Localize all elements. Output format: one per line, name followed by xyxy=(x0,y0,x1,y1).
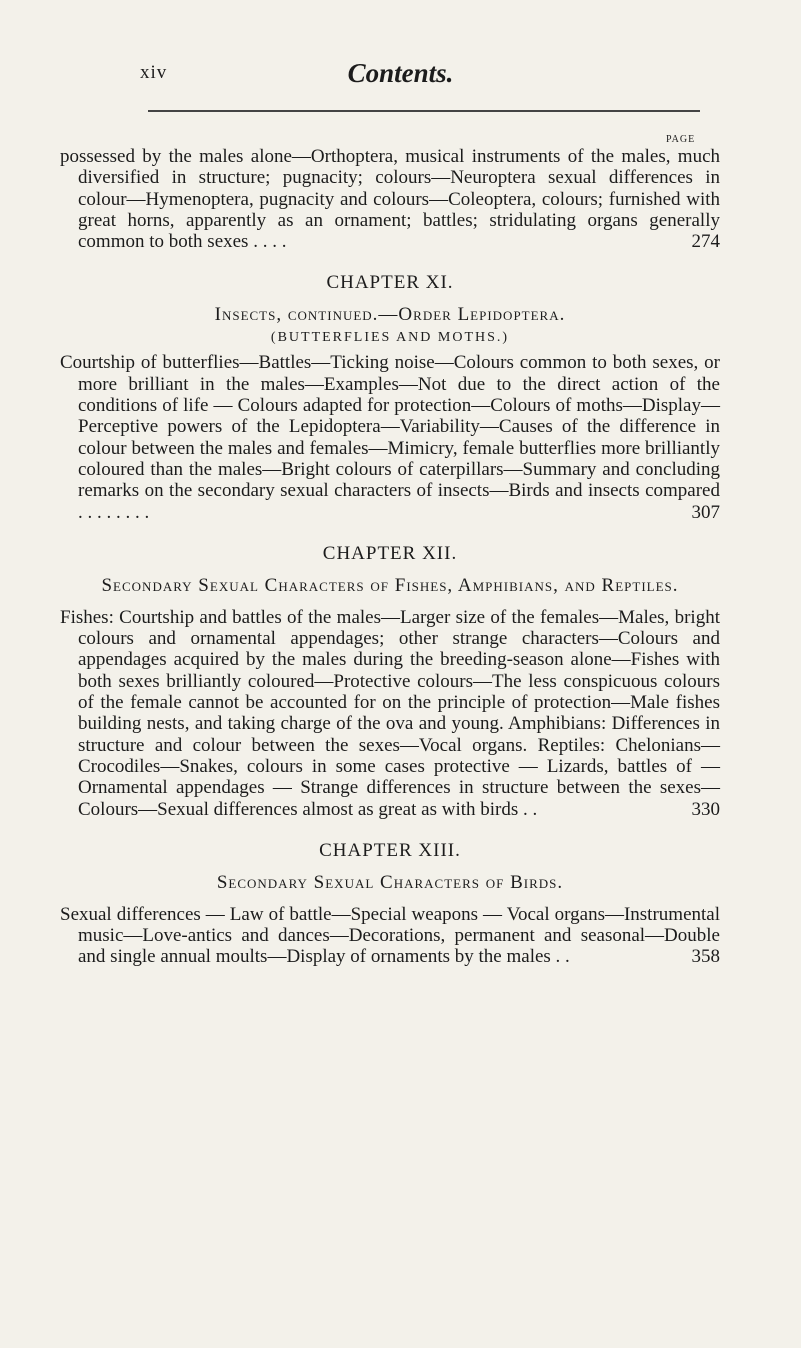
contents-body xyxy=(60,146,720,968)
folio-number: xiv xyxy=(140,62,168,83)
entry-text: Fishes: Courtship and battles of the males—Larger size of the females—Males, bright colours and ornamental appendages; other strange characters—Colours and appendages acquired by the males during the breeding-season alone—Fishes with both sexes brilliantly coloured—Protective colours—The less conspicuous colours of the female cannot be accounted for on the principle of protection—Male fishes building nests, and taking charge of the ova and young. Amphibians: Differences in structure and colour between the sexes—Vocal organs. Reptiles: Chelonians—Crocodiles—Snakes, colours in some cases protective — Lizards, battles of — Ornamental appendages — Strange differences in structure between the sexes—Colours—Sexual differences almost as great as with birds . . xyxy=(60,606,720,820)
chapter-subtitle-secondary: (BUTTERFLIES AND MOTHS.) xyxy=(270,330,510,346)
chapter-title: CHAPTER XII. xyxy=(322,542,458,564)
entry-text: Sexual differences — Law of battle—Special weapons — Vocal organs—Instrumental music—Love-antics and dances—Decorations, permanent and seasonal—Double and single annual moults—Display of ornaments by the males . . xyxy=(60,903,720,968)
chapter-summary xyxy=(60,607,720,820)
entry-page-number: 307 xyxy=(691,501,720,523)
entry-page-number: 358 xyxy=(691,946,720,968)
header-rule xyxy=(148,110,700,112)
chapter-title: CHAPTER XIII. xyxy=(319,839,461,861)
chapter-summary xyxy=(60,904,720,968)
entry-page-number: 330 xyxy=(691,798,720,820)
chapter-summary xyxy=(60,352,720,522)
continued-entry xyxy=(60,146,720,252)
chapter-subtitle: Secondary Sexual Characters of Birds. xyxy=(216,871,564,893)
page-header xyxy=(0,58,801,98)
running-title: Contents. xyxy=(347,58,454,88)
entry-text: possessed by the males alone—Orthoptera, musical instruments of the males, much diversified in structure; pugnacity; colours—Neuroptera sexual differences in colour—Hymenoptera, pugnacity and colours—Coleoptera, colours; furnished with great horns, apparently as an ornament; battles; stridulating organs generally common to both sexes . . . . xyxy=(60,146,720,253)
page-column-label: PAGE xyxy=(666,134,696,145)
chapter-title: CHAPTER XI. xyxy=(326,272,454,294)
chapter-subtitle: Secondary Sexual Characters of Fishes, Amphibians, and Reptiles. xyxy=(101,574,679,596)
entry-page-number: 274 xyxy=(691,231,720,253)
chapter-subtitle: Insects, continued.—Order Lepidoptera. xyxy=(214,304,566,326)
entry-text: Courtship of butterflies—Battles—Ticking noise—Colours common to both sexes, or more brilliant in the males—Examples—Not due to the direct action of the conditions of life — Colours adapted for protection—Colours of moths—Display—Perceptive powers of the Lepidoptera—Variability—Causes of the difference in colour between the males and females—Mimicry, female butterflies more brilliantly coloured than the males—Bright colours of caterpillars—Summary and concluding remarks on the secondary sexual characters of insects—Birds and insects compared . . . . . . . . xyxy=(60,352,720,523)
